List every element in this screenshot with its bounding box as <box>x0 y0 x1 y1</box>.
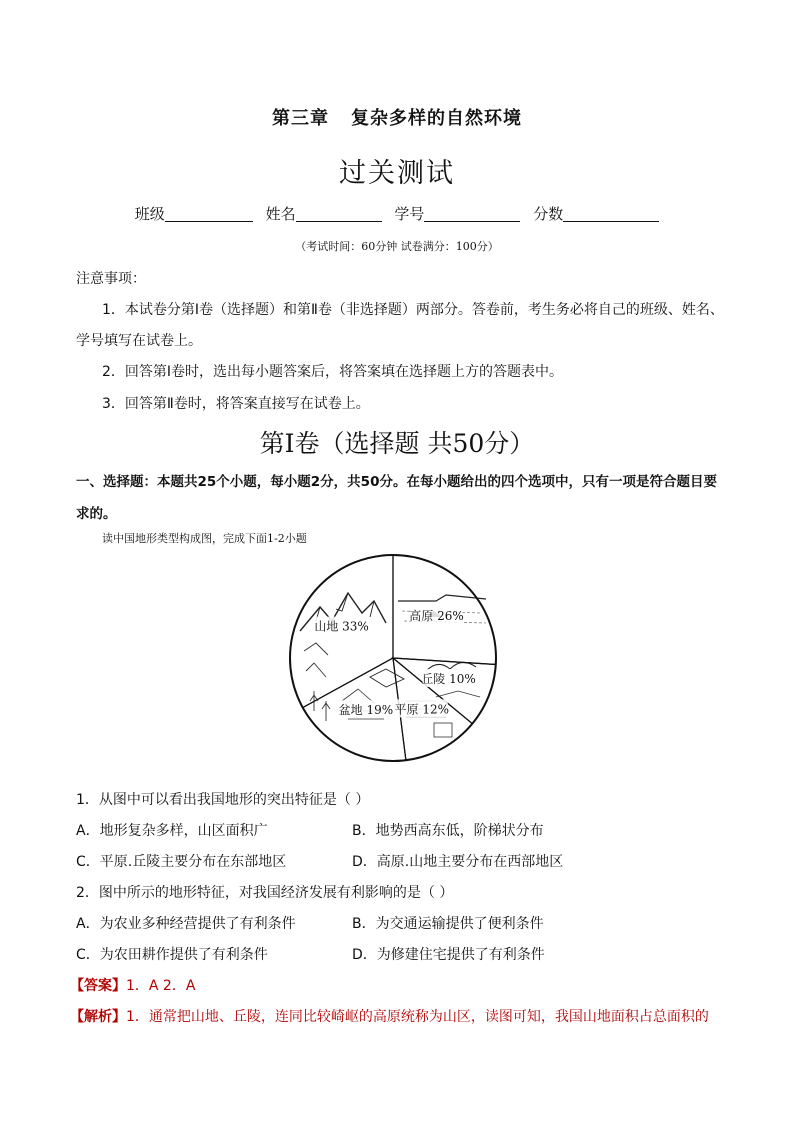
notice-item-1: 1．本试卷分第Ⅰ卷（选择题）和第Ⅱ卷（非选择题）两部分。答卷前，考生务必将自己的班级、姓名、 <box>102 302 724 318</box>
notice-item-1-cont: 学号填写在试卷上。 <box>76 333 202 349</box>
student-id-label: 学号 <box>394 205 425 223</box>
question-2-stem: 2．图中所示的地形特征，对我国经济发展有利影响的是（ ） <box>76 885 454 901</box>
score-field[interactable] <box>533 203 659 224</box>
question-1-option-c[interactable]: C．平原.丘陵主要分布在东部地区 <box>76 854 287 870</box>
question-2-option-c[interactable]: C．为农田耕作提供了有利条件 <box>76 947 268 963</box>
question-1-stem: 1．从图中可以看出我国地形的突出特征是（ ） <box>76 792 370 808</box>
analysis-line <box>70 1006 709 1026</box>
notice-heading: 注意事项： <box>76 271 146 287</box>
pie-slice-label: 高原 26% <box>409 609 464 624</box>
question-2-option-a[interactable]: A．为农业多种经营提供了有利条件 <box>76 916 296 932</box>
chapter-heading <box>0 104 794 130</box>
answer-text: 1．A 2．A <box>126 978 196 994</box>
name-field[interactable] <box>266 203 382 224</box>
terrain-pie-chart <box>286 551 500 765</box>
question-1-option-b[interactable]: B．地势西高东低，阶梯状分布 <box>352 823 544 839</box>
exam-info: （考试时间：60分钟 试卷满分：100分） <box>295 240 499 253</box>
student-id-blank[interactable] <box>424 205 520 222</box>
chapter-title: 复杂多样的自然环境 <box>351 108 522 129</box>
chapter-number: 第三章 <box>272 108 329 129</box>
name-blank[interactable] <box>296 205 382 222</box>
class-field[interactable] <box>135 203 253 224</box>
question-2-option-d[interactable]: D．为修建住宅提供了有利条件 <box>352 947 545 963</box>
student-id-field[interactable] <box>394 203 520 224</box>
section-title: 第Ⅰ卷（选择题 共50分） <box>259 429 535 458</box>
name-label: 姓名 <box>265 205 296 223</box>
analysis-tag: 【解析】 <box>70 1009 126 1025</box>
answer-tag: 【答案】 <box>70 978 126 994</box>
class-label: 班级 <box>134 205 165 223</box>
figure-prompt: 读中国地形类型构成图，完成下面1-2小题 <box>102 532 307 545</box>
answer-line <box>70 975 195 995</box>
score-label: 分数 <box>533 205 564 223</box>
page-title: 过关测试 <box>339 158 455 189</box>
question-1-option-d[interactable]: D．高原.山地主要分布在西部地区 <box>352 854 564 870</box>
pie-slice-label: 盆地 19% <box>338 703 394 718</box>
notice-item-3: 3．回答第Ⅱ卷时，将答案直接写在试卷上。 <box>102 396 370 412</box>
score-blank[interactable] <box>563 205 659 222</box>
question-1-option-a[interactable]: A．地形复杂多样，山区面积广 <box>76 823 268 839</box>
pie-slice-label: 丘陵 10% <box>421 671 476 686</box>
question-section-header: 一、选择题：本题共25个小题，每小题2分，共50分。在每小题给出的四个选项中，只有一项是符合题目要求的。 <box>76 474 717 522</box>
pie-slice-label: 平原 12% <box>394 702 450 717</box>
pie-slice-label: 山地 33% <box>314 619 369 634</box>
student-info-fields <box>0 203 794 224</box>
analysis-text: 1．通常把山地、丘陵，连同比较崎岖的高原统称为山区，读图可知，我国山地面积占总面积的 <box>126 1009 709 1025</box>
notice-item-2: 2．回答第Ⅰ卷时，选出每小题答案后，将答案填在选择题上方的答题表中。 <box>102 364 564 380</box>
question-2-option-b[interactable]: B．为交通运输提供了便利条件 <box>352 916 544 932</box>
class-blank[interactable] <box>165 205 253 222</box>
